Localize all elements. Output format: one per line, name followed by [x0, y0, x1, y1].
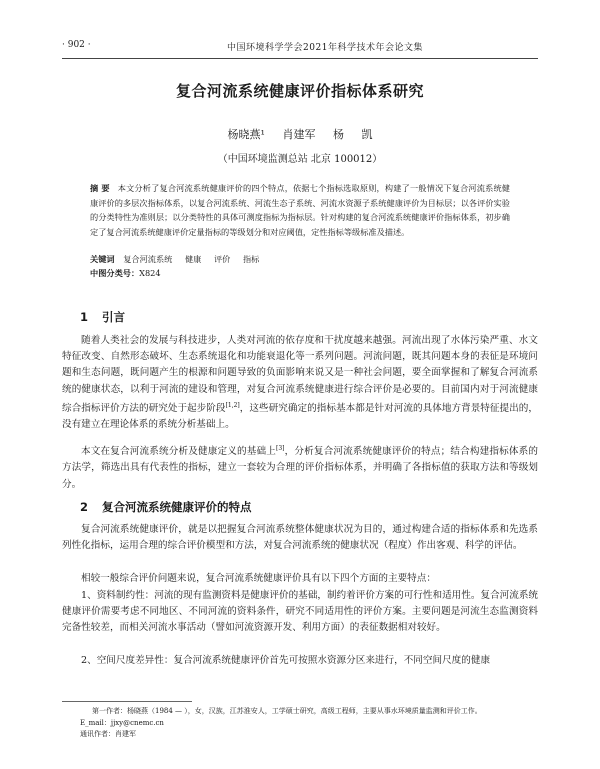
section-heading [80, 499, 252, 515]
keyword: 评价 [213, 254, 231, 264]
classification-value: X824 [139, 268, 161, 278]
citation: [3] [276, 445, 285, 452]
paragraph: 本文在复合河流系统分析及健康定义的基础上[3]，分析复合河流系统健康评价的特点；结合构建指标体系的方法学，筛选出具有代表性的指标，建立一套较为合理的评价指标体系，并明确了各指标值的获取方法和等级划分。 [62, 445, 538, 490]
footnote-email: E_mail：jjxy@cnemc.cn [80, 718, 164, 727]
citation: [1,2] [225, 401, 240, 409]
paragraph: 复合河流系统健康评价，就是以把握复合河流系统整体健康状况为目的，通过构建合适的指标体系和先选系列性化指标，运用合理的综合评价模型和方法，对复合河流系统的健康状况（程度）作出客观、科学的评估。 [62, 524, 538, 552]
running-header [62, 40, 538, 56]
paragraph: 随着人类社会的发展与科技进步，人类对河流的依存度和干扰度越来越强。河流出现了水体污染严重、水文特征改变、自然形态破坏、生态系统退化和功能衰退化等一系列问题。河流问题，既其问题本身的表征是环境问题和生态问题，既问题产生的根源和问题导致的负面影响来说又是一种社会问题，要全面掌握和了解复合河流系统的健康状态，以利于河流的建设和管理，对复合河流系统健康进行综合评价是必要的。目前国内对于河流健康综合指标评价方法的研究处于起步阶段[1,2]，这些研究确定的指标基本都是针对河流的具体地方背景特征提出的，没有建立在理论体系的系统分析基础上。 [62, 335, 539, 431]
abstract-text: 本文分析了复合河流系统健康评价的四个特点，依据七个指标选取原则，构建了一般情况下复合河流系统健康评价的多层次指标体系，以复合河流系统、河流生态子系统、河流水资源子系统健康评价为目标层；以各评价实验的分类特性为准则层；以分类特性的具体可测度指标为指标层。针对构建的复合河流系统健康评价指标体系，初步确定了复合河流系统健康评价定量指标的等级划分和对应阈值，定性指标等级标准及描述。 [90, 183, 510, 237]
paragraph: 1、资料制约性：河流的现有监测资料是健康评价的基础，制约着评价方案的可行性和适用性。复合河流系统健康评价需要考虑不同地区、不同河流的资料条件，研究不同适用性的评价方案。主要问题是河流生态监测资料完备性较差，而相关河流水事活动（譬如河流资源开发、利用方面）的表征数据相对较好。 [62, 590, 539, 634]
paragraph: 2、空间尺度差异性：复合河流系统健康评价首先可按照水资源分区来进行，不同空间尺度的健康 [81, 655, 491, 666]
page-number: · 902 · [62, 40, 91, 50]
footnote [62, 706, 538, 741]
abstract-label: 摘 要 [90, 183, 110, 193]
footnote-rule [62, 701, 192, 702]
footnote-author: 第一作者：杨晓燕（1984 — ），女，汉族，江苏淮安人，工学硕士研究，高级工程师，主要从事水环境质量监测和评价工作。 [92, 707, 482, 715]
section-number: 1 [80, 310, 89, 324]
section-title: 复合河流系统健康评价的特点 [102, 500, 252, 514]
authors: 杨晓燕¹ 肖建军 杨 凯 [227, 128, 373, 141]
journal-title: 中国环境科学学会2021年科学技术年会论文集 [227, 43, 423, 53]
section-heading [80, 309, 125, 325]
classification-label: 中图分类号： [90, 268, 140, 278]
paragraph: 相较一般综合评价问题来说，复合河流系统健康评价具有以下四个方面的主要特点： [81, 573, 436, 584]
section-number: 2 [80, 500, 89, 514]
keywords [90, 252, 510, 266]
abstract [90, 181, 510, 239]
section-title: 引言 [102, 310, 126, 324]
classification-number [90, 266, 510, 280]
keyword: 健康 [184, 254, 202, 264]
keyword: 指标 [242, 254, 260, 264]
keywords-label: 关键词 [90, 254, 115, 264]
affiliation: （中国环境监测总站 北京 100012） [217, 154, 383, 165]
paper-title: 复合河流系统健康评价指标体系研究 [175, 82, 424, 100]
header-rule [62, 58, 538, 59]
footnote-corresponding: 通讯作者：肖建军 [80, 730, 136, 738]
keyword: 复合河流系统 [123, 254, 173, 264]
